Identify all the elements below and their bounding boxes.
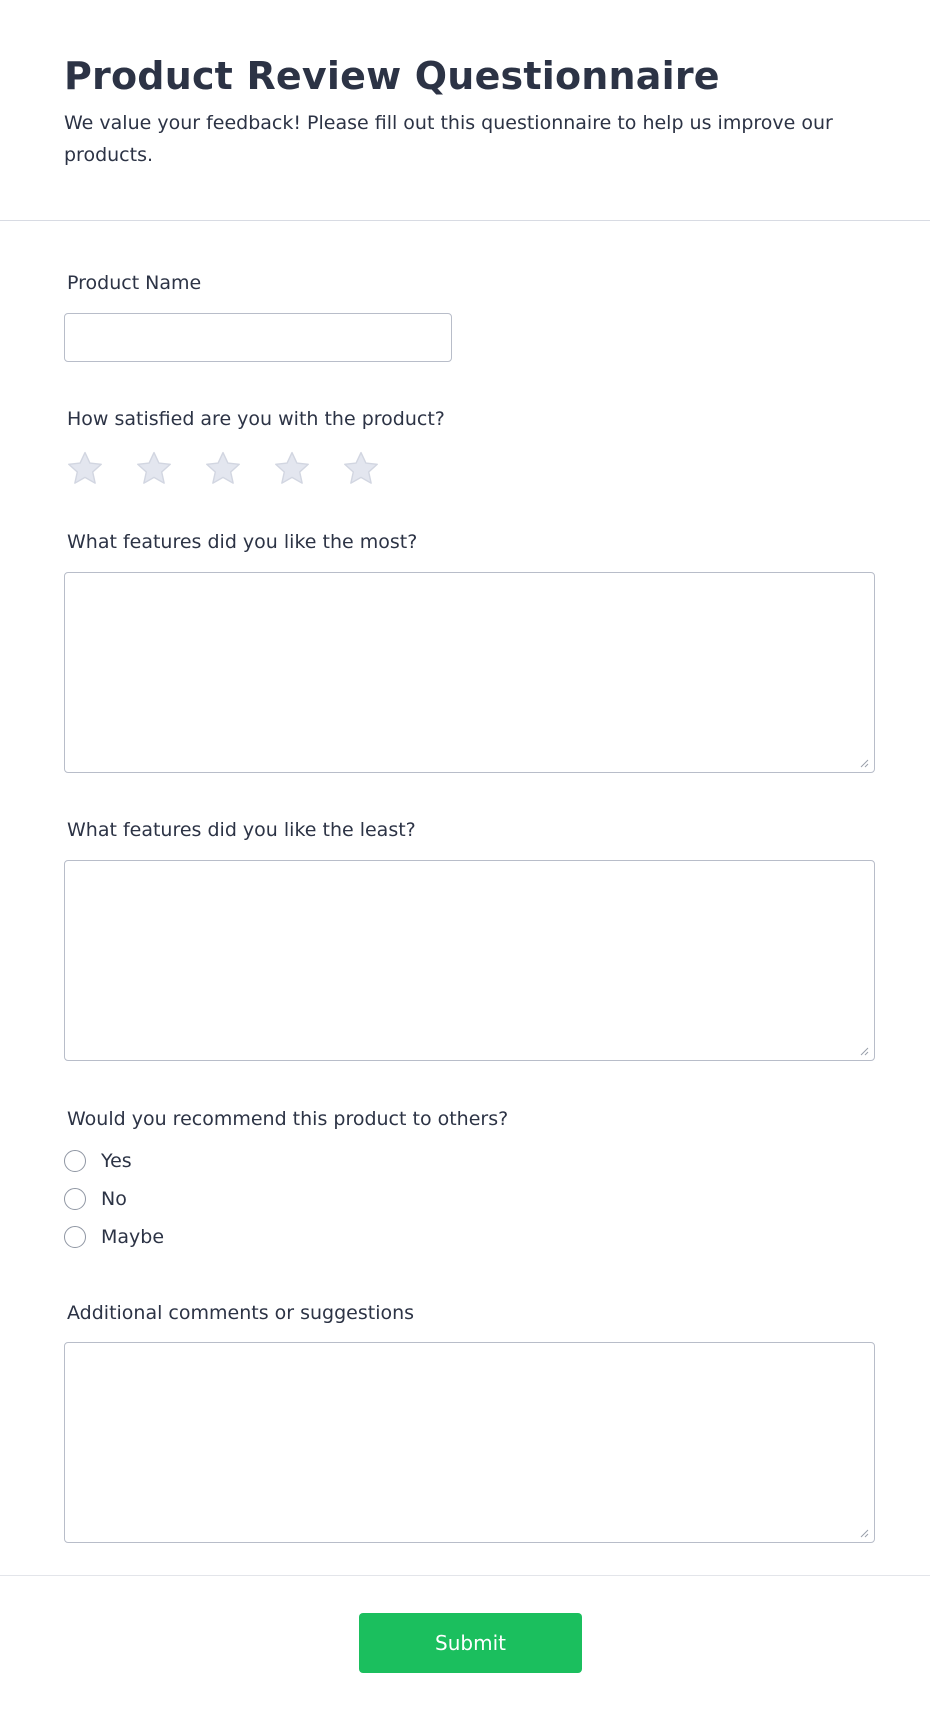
liked-least-textarea[interactable] [64,860,875,1061]
satisfaction-label: How satisfied are you with the product? [67,408,445,430]
recommend-label: Would you recommend this product to others? [67,1108,509,1130]
product-name-input[interactable] [64,313,452,362]
resize-grip-icon[interactable] [860,759,869,768]
comments-textarea[interactable] [64,1342,875,1543]
radio-label: Yes [101,1150,132,1172]
resize-grip-icon[interactable] [860,1529,869,1538]
star-icon[interactable] [202,448,244,490]
comments-label: Additional comments or suggestions [67,1302,415,1324]
star-icon[interactable] [271,448,313,490]
liked-most-label: What features did you like the most? [67,531,418,553]
radio-button[interactable] [64,1226,86,1248]
recommend-option-no[interactable] [64,1186,127,1212]
radio-label: Maybe [101,1226,165,1248]
form-description: We value your feedback! Please fill out this questionnaire to help us improve our products. [64,112,833,166]
form-header [0,0,930,221]
form-title: Product Review Questionnaire [64,54,720,98]
footer-divider [0,1575,930,1576]
submit-button[interactable]: Submit [359,1613,582,1673]
star-rating [64,448,382,490]
liked-least-label: What features did you like the least? [67,819,416,841]
liked-most-textarea[interactable] [64,572,875,773]
recommend-option-yes[interactable] [64,1148,132,1174]
star-icon[interactable] [133,448,175,490]
star-icon[interactable] [64,448,106,490]
resize-grip-icon[interactable] [860,1047,869,1056]
product-name-label: Product Name [67,272,202,294]
radio-button[interactable] [64,1150,86,1172]
recommend-option-maybe[interactable] [64,1224,164,1250]
radio-button[interactable] [64,1188,86,1210]
radio-label: No [101,1188,127,1210]
star-icon[interactable] [340,448,382,490]
